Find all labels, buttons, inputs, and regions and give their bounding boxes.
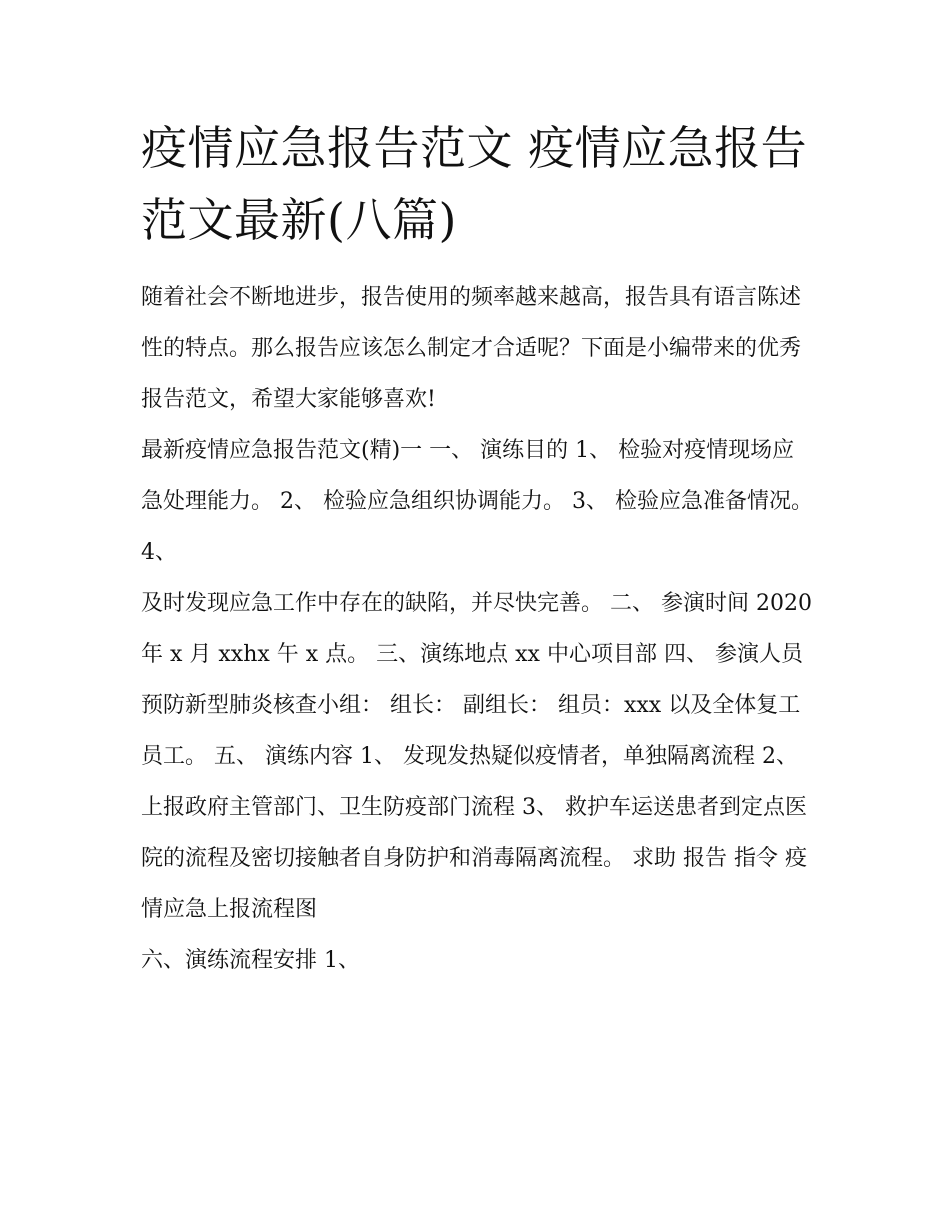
document-page <box>141 112 813 986</box>
paragraph-drill-personnel: 预防新型肺炎核查小组： 组长： 副组长： 组员：xxx 以及全体复工员工。 五、 演练内容 1、 发现发热疑似疫情者，单独隔离流程 2、 <box>141 693 801 769</box>
paragraph-drill-purpose: 最新疫情应急报告范文(精)一 一、 演练目的 1、 检验对疫情现场应急处理能力。 2、 检验应急组织协调能力。 3、 检验应急准备情况。 4、 <box>141 438 813 565</box>
paragraph-drill-schedule: 六、演练流程安排 1、 <box>141 948 360 973</box>
paragraph-drill-time-place: 及时发现应急工作中存在的缺陷，并尽快完善。 二、 参演时间 2020 年 x 月 xxhx 午 x 点。 三、演练地点 xx 中心项目部 四、 参演人员 <box>141 591 812 667</box>
paragraph-intro: 随着社会不断地进步，报告使用的频率越来越高，报告具有语言陈述性的特点。那么报告应该怎么制定才合适呢？下面是小编带来的优秀报告范文，希望大家能够喜欢! <box>141 285 802 412</box>
document-title: 疫情应急报告范文 疫情应急报告范文最新(八篇) <box>141 121 808 247</box>
paragraph-drill-report-flow: 上报政府主管部门、卫生防疫部门流程 3、 救护车运送患者到定点医院的流程及密切接触者自身防护和消毒隔离流程。 求助 报告 指令 疫情应急上报流程图 <box>141 795 807 922</box>
